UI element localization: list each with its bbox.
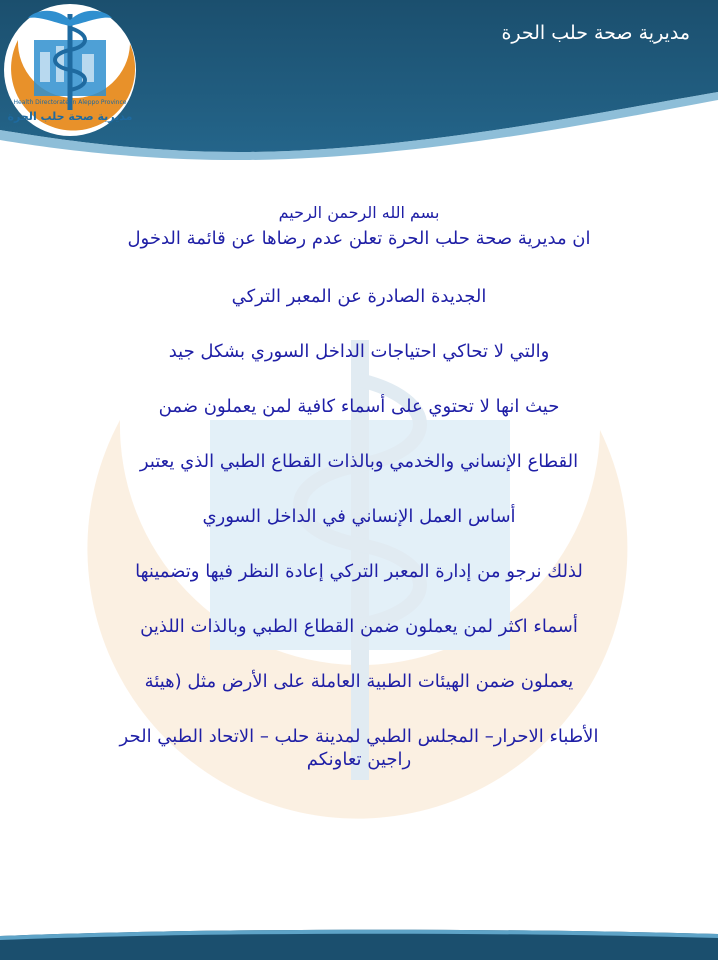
footer-wave: [0, 928, 718, 960]
letter-line-8: أسماء اكثر لمن يعملون ضمن القطاع الطبي وبالذات اللذين: [140, 616, 578, 637]
logo-english-text: Health Directorate in Aleppo Province: [13, 99, 127, 106]
letter-closing: راجين تعاونكم: [306, 749, 412, 770]
letter-body: [60, 200, 658, 773]
letter-line-1: ان مديرية صحة حلب الحرة تعلن عدم رضاها عن قائمة الدخول: [127, 228, 591, 249]
logo-arabic-text: مديرية صحة حلب الحرة: [7, 110, 133, 123]
letter-line-6: أساس العمل الإنساني في الداخل السوري: [202, 506, 516, 527]
letter-line-4: حيث انها لا تحتوي على أسماء كافية لمن يعملون ضمن: [158, 396, 560, 417]
letter-line-3: والتي لا تحاكي احتياجات الداخل السوري بشكل جيد: [168, 341, 550, 362]
header-banner: [0, 0, 718, 160]
letter-line-10: الأطباء الاحرار– المجلس الطبي لمدينة حلب – الاتحاد الطبي الحر: [119, 726, 599, 747]
letter-line-7: لذلك نرجو من إدارة المعبر التركي إعادة النظر فيها وتضمينها: [135, 561, 583, 582]
header-title: مديرية صحة حلب الحرة: [501, 22, 690, 44]
basmala: بسم الله الرحمن الرحيم: [278, 203, 440, 222]
letter-line-5: القطاع الإنساني والخدمي وبالذات القطاع الطبي الذي يعتبر: [139, 451, 579, 472]
letter-line-2: الجديدة الصادرة عن المعبر التركي: [231, 286, 487, 307]
letter-line-9: يعملون ضمن الهيئات الطبية العاملة على الأرض مثل (هيئة: [144, 671, 574, 692]
health-directorate-logo: [0, 0, 140, 140]
